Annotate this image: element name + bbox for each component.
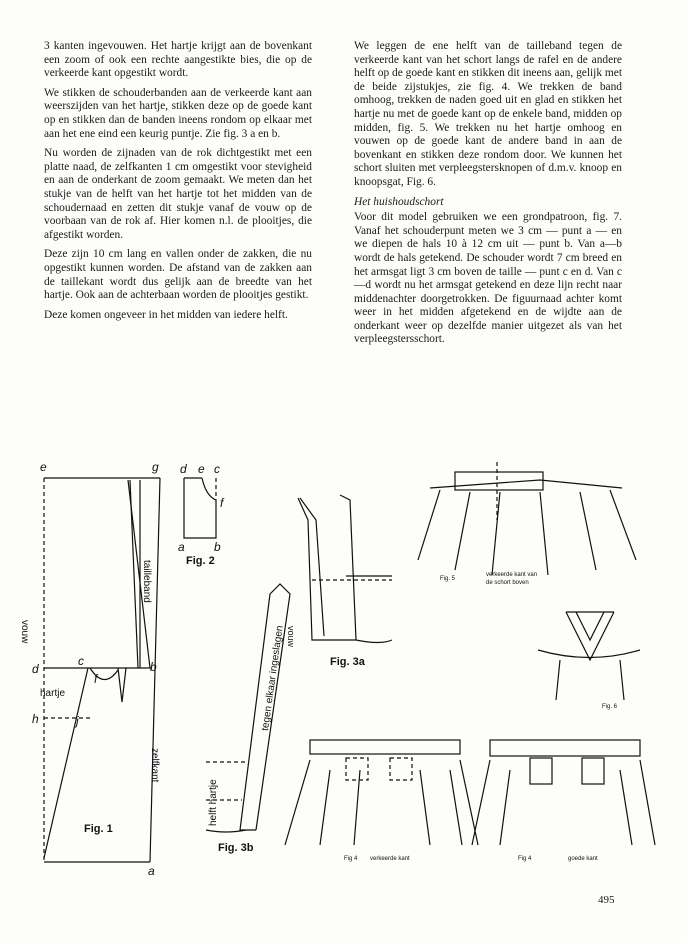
fig2-label-e: e (198, 462, 205, 476)
fig2-label-b: b (214, 540, 221, 554)
fig3b-tegen-label: tegen elkaar ingeslagen (260, 624, 286, 732)
fig1-label-g: g (152, 460, 159, 474)
paragraph: Deze zijn 10 cm lang en vallen onder de zakken, die nu opgestikt kunnen worden. De afstand van de zakken aan de taillekant wordt dus gelijk aan de breedte van het hartje. Ook aan de achterbaan worden de plooitjes gestikt. (44, 248, 312, 302)
fig1-label-j: j (76, 714, 79, 728)
paragraph: 3 kanten ingevouwen. Het hartje krijgt aan de bovenkant een zoom of ook een rechte aangestikte bies, die op de verkeerde kant opgestikt wordt. (44, 40, 312, 80)
fig1-label-a: a (148, 864, 155, 878)
fig1-vouw-label: vouw (19, 620, 30, 644)
fig1-label-e: e (40, 460, 47, 474)
fig4b-drawing (472, 740, 655, 845)
fig3b-vouw-label: vouw (286, 626, 296, 648)
fig5-note-line1: verkeerde kant van (486, 572, 538, 578)
section-heading: Het huishoudschort (354, 195, 444, 208)
fig3b-helft-label: helft hartje (208, 779, 219, 826)
fig1-label-h: h (32, 712, 39, 726)
paragraph: Deze komen ongeveer in het midden van iedere helft. (44, 308, 288, 321)
fig6-caption: Fig. 6 (602, 704, 618, 710)
fig2-label-c: c (214, 462, 220, 476)
fig4a-caption: Fig 4 (344, 856, 358, 862)
fig1-label-d: d (32, 662, 39, 676)
fig1-label-b: b (150, 660, 157, 674)
fig2-caption: Fig. 2 (186, 555, 215, 567)
fig2-label-a: a (178, 540, 185, 554)
fig5-drawing (418, 462, 636, 575)
paragraph: We leggen de ene helft van de tailleband tegen de verkeerde kant van het schort langs de rafel en de andere helft op de goede kant en stikken dit ineens aan, gelijk met de beide zijstukjes, zie fig. 4. We trekken de band omhoog, trekken de naden goed uit en glad en stikken het hartje nu met de goede kant op de enkele band, midden op midden, fig. 5. We trekken nu het hartje omhoog en vouwen op de goede kant de andere band in aan de bovenkant en stikken deze rondom door. We kunnen het schort sluiten met verpleegstersknopen of d.m.v. knoop en knoopsgat, Fig. 6. (354, 40, 622, 188)
paragraph: Voor dit model gebruiken we een grondpatroon, fig. 7. Vanaf het schouderpunt meten we 3 cm — punt a — en we diepen de hals 10 à 12 cm uit — punt b. Van a—b wordt de hals getekend. De schouder wordt 7 cm breed en het armsgat ligt 3 cm boven de taille — punt c en d. Van c—d wordt nu het armsgat getekend en deze lijn recht naar middenachter doorgetrokken. De figuurnaad achter komt weer in het midden afgetekend en de wijdte aan de onderkant weer op dezelfde manier uitgezet als van het verpleegstersschort. (354, 211, 622, 346)
paragraph: We stikken de schouderbanden aan de verkeerde kant aan weerszijden van het hartje, stikken deze op de goede kant op en stikken dan de banden ineens rondom op elkaar met aan het ene eind een keurig puntje. Zie fig. 3 a en b. (44, 86, 312, 140)
fig5-caption: Fig. 5 (440, 576, 456, 582)
fig3a-drawing (298, 495, 392, 643)
fig1-pattern-drawing (44, 478, 160, 862)
fig4a-note: verkeerde kant (370, 856, 410, 862)
fig1-hartje-label: hartje (40, 688, 66, 699)
fig1-label-c: c (78, 654, 84, 668)
fig1-zelfkant-label: zelfkant (149, 748, 160, 783)
fig4b-note: goede kant (568, 856, 598, 862)
fig3b-caption: Fig. 3b (218, 842, 254, 854)
fig5-note-line2: de schort boven (486, 580, 529, 586)
fig4a-drawing (285, 740, 478, 845)
fig3a-caption: Fig. 3a (330, 656, 365, 668)
fig4b-caption: Fig 4 (518, 856, 532, 862)
fig1-tailleband-label: tailleband (141, 560, 152, 603)
fig1-caption: Fig. 1 (84, 823, 113, 835)
fig2-label-f: f (220, 496, 224, 510)
paragraph: Nu worden de zijnaden van de rok dichtgestikt met een platte naad, de zelfkanten 1 cm omgestikt voor stevigheid en aan de onderkant de zoom gemaakt. We meten dan het stukje van de helft van het hartje tot het midden van de schoudernaad en zetten dit stukje vanaf de vouw op de voorbaan van de rok af. Hier komen n.l. de plooitjes, die afgestikt worden. (44, 147, 312, 241)
fig1-label-f: f (94, 672, 98, 686)
page-number: 495 (598, 894, 615, 906)
fig2-label-d: d (180, 462, 187, 476)
fig2-pattern-drawing (184, 478, 216, 538)
fig6-drawing (538, 612, 640, 700)
